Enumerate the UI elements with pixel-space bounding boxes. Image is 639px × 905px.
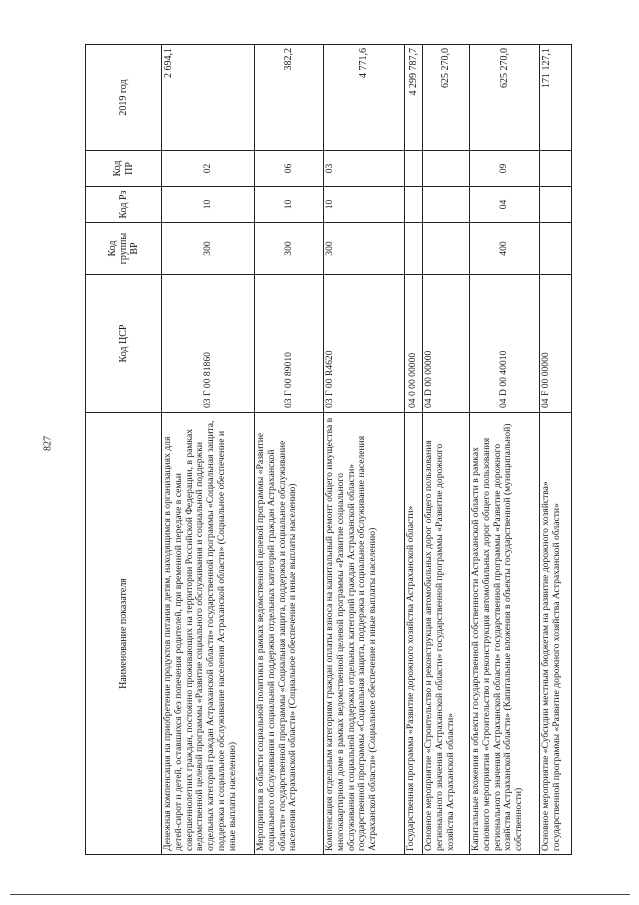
table-row	[255, 45, 324, 855]
row-rz	[540, 187, 572, 223]
row-rz	[423, 187, 470, 223]
row-name: Компенсация отдельным категориям граждан оплаты взноса на капитальный ремонт общего имущества в многоквартирном доме в рамках ведомственной целевой программы «Развитие социального обслуживания и социальной поддержки отдельных категорий граждан Астраханской области» государственной программы «Социальная защита, поддержка и социальное обслуживание населения Астраханской области» (Социальное обеспечение и иные выплаты населению)	[324, 413, 405, 855]
row-csr: 03 Г 00 89010	[255, 275, 324, 413]
row-value: 625 270,0	[470, 45, 540, 151]
row-value: 4 771,6	[324, 45, 405, 151]
row-csr: 04 D 00 40010	[470, 275, 540, 413]
row-pr	[405, 151, 423, 187]
table-row	[470, 45, 540, 855]
row-vr	[540, 223, 572, 275]
row-name: Денежная компенсация на приобретение продуктов питания детям, находящимся в организациях для детей-сирот и детей, оставшихся без попечения родителей, при временной передаче в семьи совершеннолетних граждан, постоянно проживающих на территории Российской Федерации, в рамках ведомственной целевой программы «Развитие социального обслуживания и социальной поддержки отдельных категорий граждан Астраханской области» государственной программы «Социальная защита, поддержка и социальное обслуживание населения Астраханской области» (Социальное обеспечение и иные выплаты населению)	[162, 413, 255, 855]
row-name: Основное мероприятие «Строительство и реконструкция автомобильных дорог общего пользования регионального значения Астраханской области» государственной программы «Развитие дорожного хозяйства Астраханской области»	[423, 413, 470, 855]
row-csr: 04 0 00 00000	[405, 275, 423, 413]
row-name: Государственная программа «Развитие дорожного хозяйства Астраханской области»	[405, 413, 423, 855]
row-value: 2 694,1	[162, 45, 255, 151]
row-name: Основное мероприятие «Субсидии местным бюджетам на развитие дорожного хозяйства» государственной программы «Развитие дорожного хозяйства Астраханской области»	[540, 413, 572, 855]
row-pr: 03	[324, 151, 405, 187]
header-pr: Код ПР	[86, 151, 162, 187]
row-rz: 10	[255, 187, 324, 223]
row-pr: 02	[162, 151, 255, 187]
row-vr: 300	[162, 223, 255, 275]
table-header-row	[86, 45, 162, 855]
header-year: 2019 год	[86, 45, 162, 151]
row-value: 625 270,0	[423, 45, 470, 151]
row-csr: 03 Г 00 81860	[162, 275, 255, 413]
table-row	[423, 45, 470, 855]
header-vr: Код группы ВР	[86, 223, 162, 275]
row-vr	[405, 223, 423, 275]
row-rz: 10	[324, 187, 405, 223]
row-value: 382,2	[255, 45, 324, 151]
table-row	[162, 45, 255, 855]
row-vr: 400	[470, 223, 540, 275]
row-pr	[540, 151, 572, 187]
row-rz	[405, 187, 423, 223]
table-row	[324, 45, 405, 855]
table-row	[405, 45, 423, 855]
row-value: 171 127,1	[540, 45, 572, 151]
row-csr: 04 F 00 00000	[540, 275, 572, 413]
row-pr: 09	[470, 151, 540, 187]
budget-table	[85, 44, 572, 855]
rotated-page-content	[85, 45, 562, 855]
row-vr: 300	[324, 223, 405, 275]
row-vr	[423, 223, 470, 275]
header-csr: Код ЦСР	[86, 275, 162, 413]
row-csr: 03 Г 00 R4620	[324, 275, 405, 413]
header-rz: Код Рз	[86, 187, 162, 223]
row-name: Мероприятия в области социальной политики в рамках ведомственной целевой программы «Развитие социального обслуживания и социальной поддержки отдельных категорий граждан Астраханской области» государственной программы «Социальная защита, поддержка и социальное обслуживание населения Астраханской области» (Социальное обеспечение и иные выплаты населению)	[255, 413, 324, 855]
page-number: 827	[42, 436, 54, 451]
row-name: Капитальные вложения в объекты государственной собственности Астраханской области в рамках основного мероприятия «Строительство и реконструкция автомобильных дорог общего пользования регионального значения Астраханской области» государственной программы «Развитие дорожного хозяйства Астраханской области» (Капитальные вложения в объекты государственной (муниципальной) собственности)	[470, 413, 540, 855]
header-name: Наименование показателя	[86, 413, 162, 855]
row-pr: 06	[255, 151, 324, 187]
row-pr	[423, 151, 470, 187]
row-vr: 300	[255, 223, 324, 275]
row-value: 4 299 787,7	[405, 45, 423, 151]
row-csr: 04 D 00 00000	[423, 275, 470, 413]
row-rz: 04	[470, 187, 540, 223]
row-rz: 10	[162, 187, 255, 223]
page-bottom-rule	[10, 894, 630, 895]
table-row	[540, 45, 572, 855]
